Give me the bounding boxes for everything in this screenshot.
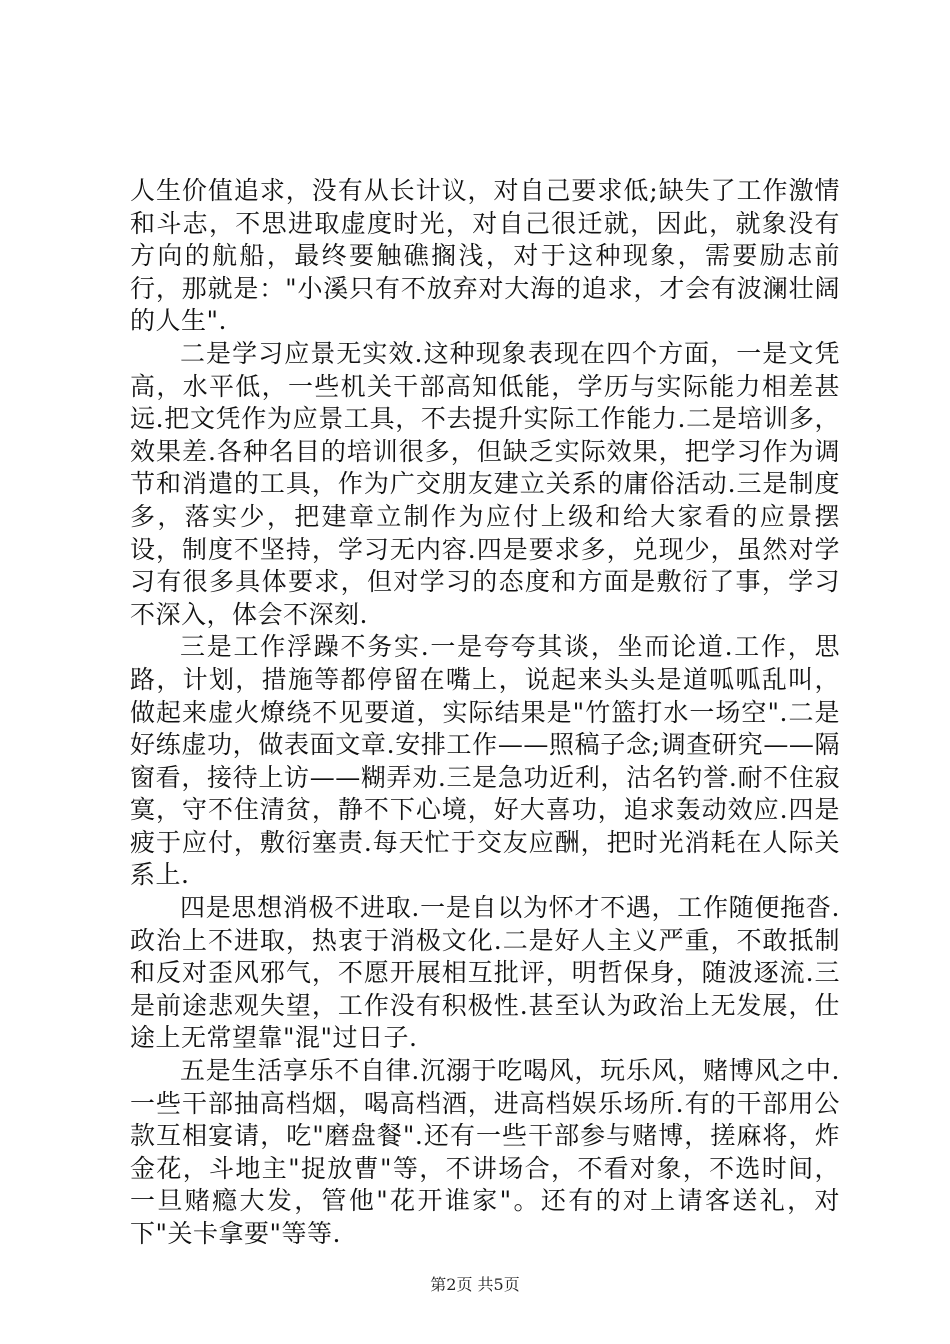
- page-footer: 第2页 共5页: [430, 1275, 520, 1294]
- paragraph-3: 三是工作浮躁不务实.一是夸夸其谈，坐而论道.工作，思路，计划，措施等都停留在嘴上，说起来头头是道呱呱乱叫，做起来虚火燎绕不见要道，实际结果是"竹篮打水一场空".二是好练虚功，做表面文章.安排工作——照稿子念;调查研究——隔窗看，接待上访——糊弄劝.三是急功近利，沽名钓誉.耐不住寂寞，守不住清贫，静不下心境，好大喜功，追求轰动效应.四是疲于应付，敷衍塞责.每天忙于交友应酬，把时光消耗在人际关系上.: [130, 632, 840, 890]
- paragraph-1: 人生价值追求，没有从长计议，对自己要求低;缺失了工作激情和斗志，不思进取虚度时光，对自己很迁就，因此，就象没有方向的航船，最终要触礁搁浅，对于这种现象，需要励志前行，那就是："小溪只有不放弃对大海的追求，才会有波澜壮阔的人生".: [130, 176, 840, 336]
- paragraph-4: 四是思想消极不进取.一是自以为怀才不遇，工作随便拖沓.政治上不进取，热衷于消极文化.二是好人主义严重，不敢抵制和反对歪风邪气，不愿开展相互批评，明哲保身，随波逐流.三是前途悲观失望，工作没有积极性.甚至认为政治上无发展，仕途上无常望靠"混"过日子.: [130, 893, 840, 1053]
- paragraph-2: 二是学习应景无实效.这种现象表现在四个方面，一是文凭高，水平低，一些机关干部高知低能，学历与实际能力相差甚远.把文凭作为应景工具，不去提升实际工作能力.二是培训多，效果差.各种名目的培训很多，但缺乏实际效果，把学习作为调节和消遣的工具，作为广交朋友建立关系的庸俗活动.三是制度多，落实少，把建章立制作为应付上级和给大家看的应景摆设，制度不坚持，学习无内容.四是要求多，兑现少，虽然对学习有很多具体要求，但对学习的态度和方面是敷衍了事，学习不深入，体会不深刻.: [130, 338, 840, 629]
- paragraph-5: 五是生活享乐不自律.沉溺于吃喝风，玩乐风，赌博风之中.一些干部抽高档烟，喝高档酒，进高档娱乐场所.有的干部用公款互相宴请，吃"磨盘餐".还有一些干部参与赌博，搓麻将，炸金花，斗地主"捉放曹"等，不讲场合，不看对象，不选时间，一旦赌瘾大发，管他"花开谁家"。还有的对上请客送礼，对下"关卡拿要"等等.: [130, 1056, 840, 1248]
- document-body: [130, 175, 840, 1251]
